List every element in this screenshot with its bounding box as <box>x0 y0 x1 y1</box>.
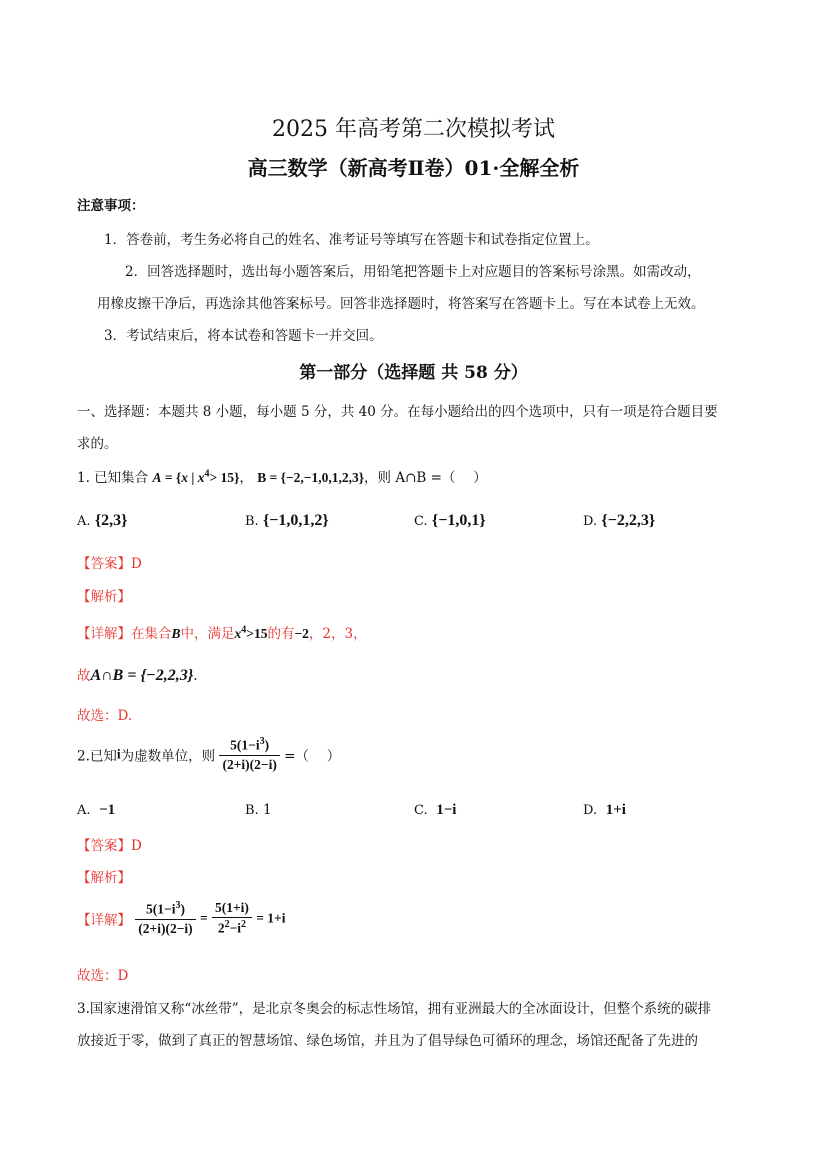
q2-detail: 【详解】 $\frac{5(1-i^3)}{(2+i)(2-i)}$ = $\frac{5(1+i)}{2^2-i^2}$ = 1+i <box>77 900 286 936</box>
q1-option-c: C. {−1,0,1} <box>414 512 486 529</box>
q1-detail: 【详解】在集合B中，满足$x^4>15$的有−2，2，3， <box>77 624 367 642</box>
q2-option-c: C. 1−i <box>414 802 457 818</box>
q2-solution-fraction-2: $\frac{5(1+i)}{2^2-i^2}$ <box>212 900 252 937</box>
q1-option-a: A. {2,3} <box>77 512 128 529</box>
q1-conclusion: 故A∩B = {−2,2,3}. <box>77 667 198 684</box>
q2-solution-fraction-1: $\frac{5(1-i^3)}{(2+i)(2-i)}$ <box>135 900 195 937</box>
q2-choose: 故选：D <box>77 968 129 984</box>
section-intro-line2: 求的。 <box>77 436 118 452</box>
q1-answer: 【答案】D <box>77 556 142 572</box>
q1-stem: 1. 已知集合 A = {x | $x^4> 15$}， B = {−2,−1,0,1,2,3}，则 A∩B =（ ） <box>77 468 487 486</box>
q2-stem: 2.已知i为虚数单位，则 $\frac{5(1-i^3)}{(2+i)(2-i)}$ =（ ） <box>77 736 341 772</box>
q2-option-b: B. 1 <box>245 802 272 818</box>
q1-option-b: B. {−1,0,1,2} <box>245 512 329 529</box>
q3-line1: 3.国家速滑馆又称“冰丝带”，是北京冬奥会的标志性场馆，拥有亚洲最大的全冰面设计，但整个系统的碳排 <box>77 1001 712 1017</box>
section-title: 第一部分（选择题 共 58 分） <box>299 363 528 383</box>
notes-item-3: 3．考试结束后，将本试卷和答题卡一并交回。 <box>104 328 383 344</box>
q1-option-d: D. {−2,2,3} <box>583 512 656 529</box>
q2-answer: 【答案】D <box>77 838 142 854</box>
section-intro-line1: 一、选择题：本题共 8 小题，每小题 5 分，共 40 分。在每小题给出的四个选项中，只有一项是符合题目要 <box>77 404 718 420</box>
q2-fraction: $\frac{5(1-i^3)}{(2+i)(2-i)}$ <box>219 736 279 773</box>
notes-item-2-line1: 2．回答选择题时，选出每小题答案后，用铅笔把答题卡上对应题目的答案标号涂黑。如需改动， <box>125 264 701 280</box>
notes-item-1: 1．答卷前，考生务必将自己的姓名、准考证号等填写在答题卡和试卷指定位置上。 <box>104 232 599 248</box>
q1-analysis-tag: 【解析】 <box>77 589 131 605</box>
notes-heading: 注意事项： <box>77 198 145 214</box>
page-title: 2025 年高考第二次模拟考试 <box>272 117 555 142</box>
q1-choose: 故选：D. <box>77 708 133 724</box>
notes-item-2-line2: 用橡皮擦干净后，再选涂其他答案标号。回答非选择题时，将答案写在答题卡上。写在本试卷上无效。 <box>97 296 705 312</box>
q2-analysis-tag: 【解析】 <box>77 870 131 886</box>
q2-option-d: D. 1+i <box>583 802 626 818</box>
q3-line2: 放接近于零，做到了真正的智慧场馆、绿色场馆，并且为了倡导绿色可循环的理念，场馆还配备了先进的 <box>77 1033 698 1049</box>
page-subtitle: 高三数学（新高考Ⅱ卷）01·全解全析 <box>247 156 580 180</box>
q2-option-a: A. −1 <box>77 802 116 818</box>
